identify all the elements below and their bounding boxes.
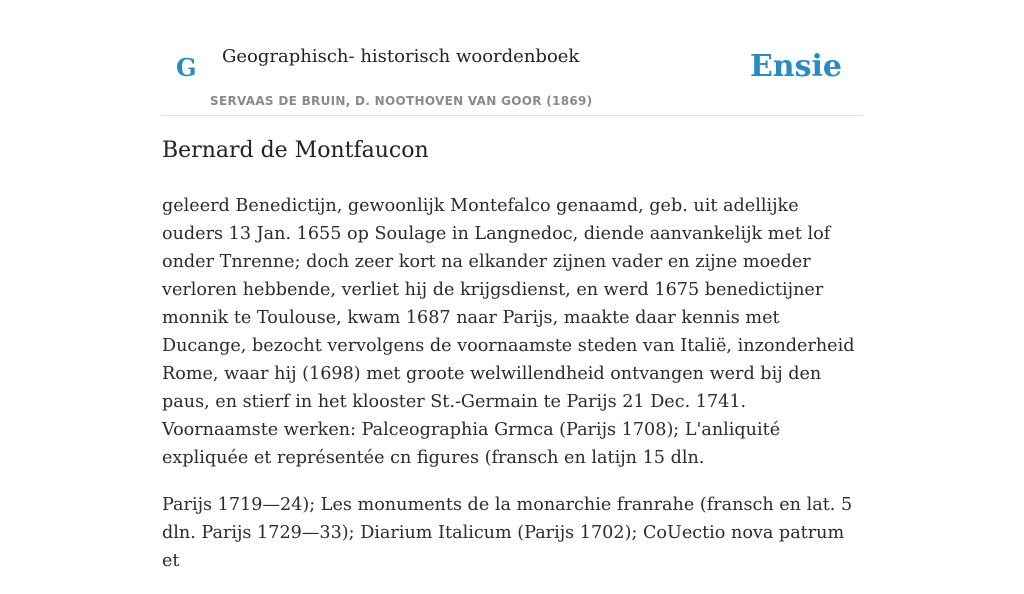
ensie-logo[interactable]: Ensie	[749, 49, 842, 84]
entry-paragraph: Parijs 1719—24); Les monuments de la monarchie franrahe (fransch en lat. 5 dln. Parijs 1729—33); Diarium Italicum (Parijs 1702); CoUectio nova patrum et	[162, 495, 853, 571]
entry-paragraph: geleerd Benedictijn, gewoonlijk Montefalco genaamd, geb. uit adellijke ouders 13 Jan. 1655 op Soulage in Langnedoc, diende aanvankelijk met lof onder Tnrenne; doch zeer kort na elkander zijnen vader en zijne moeder verloren hebbende, verliet hij de krijgsdienst, en werd 1675 benedictijner monnik te Toulouse, kwam 1687 naar Parijs, maakte daar kennis met Ducange, bezocht vervolgens de voornaamste steden van Italië, inzonderheid Rome, waar hij (1698) met groote welwillendheid ontvangen werd bij den paus, en stierf in het klooster St.-Germain te Parijs 21 Dec. 1741. Voornaamste werken: Palceographia Grmca (Parijs 1708); L'anliquité expliquée et représentée cn figures (fransch en latijn 15 dln.	[162, 196, 855, 468]
entry-content	[162, 192, 862, 594]
entry-title: Bernard de Montfaucon	[162, 138, 429, 163]
book-title[interactable]: Geographisch- historisch woordenboek	[222, 46, 580, 67]
book-logo-icon[interactable]: G	[176, 53, 197, 82]
book-authors-year: SERVAAS DE BRUIN, D. NOOTHOVEN VAN GOOR (1869)	[210, 94, 593, 108]
book-header	[162, 40, 862, 116]
